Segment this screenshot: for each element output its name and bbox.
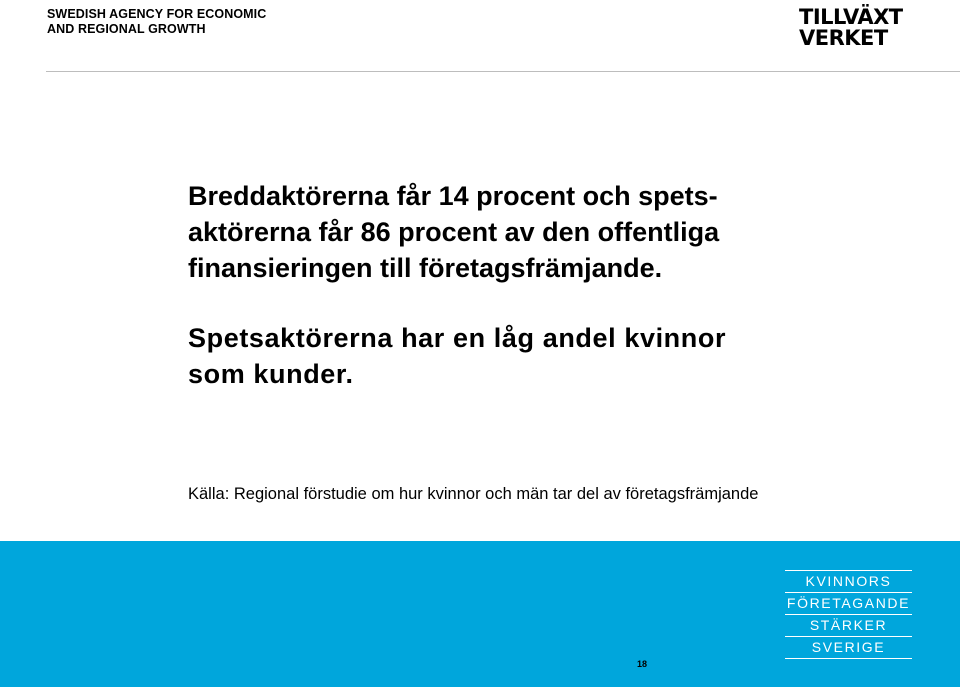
campaign-word-2: FÖRETAGANDE: [786, 595, 911, 611]
tillvaxtverket-logo-icon: [798, 2, 916, 48]
campaign-word-1: KVINNORS: [805, 573, 892, 589]
campaign-word-4: SVERIGE: [811, 639, 886, 655]
source-citation: Källa: Regional förstudie om hur kvinnor och män tar del av företagsfrämjande: [188, 485, 759, 503]
page-number: 18: [636, 659, 647, 669]
campaign-logo: [785, 570, 912, 659]
agency-name-line-2: AND REGIONAL GROWTH: [47, 22, 206, 36]
slide-headline: [188, 178, 868, 286]
campaign-word-3: STÄRKER: [809, 617, 888, 633]
headline-line-3: finansieringen till företagsfrämjande.: [188, 253, 663, 283]
subline-line-1: Spetsaktörerna har en låg andel kvinnor: [188, 323, 727, 353]
logo-line-2: VERKET: [799, 26, 888, 48]
header-divider: [46, 71, 960, 72]
agency-name-line-1: SWEDISH AGENCY FOR ECONOMIC: [47, 7, 267, 21]
slide-subline: [188, 320, 888, 392]
campaign-rule: [785, 658, 912, 659]
agency-name: [47, 7, 266, 37]
logo-line-1: TILLVÄXT: [799, 5, 903, 29]
headline-line-2: aktörerna får 86 procent av den offentliga: [188, 217, 720, 247]
headline-line-1: Breddaktörerna får 14 procent och spets-: [188, 181, 718, 211]
subline-line-2: som kunder.: [188, 359, 354, 389]
